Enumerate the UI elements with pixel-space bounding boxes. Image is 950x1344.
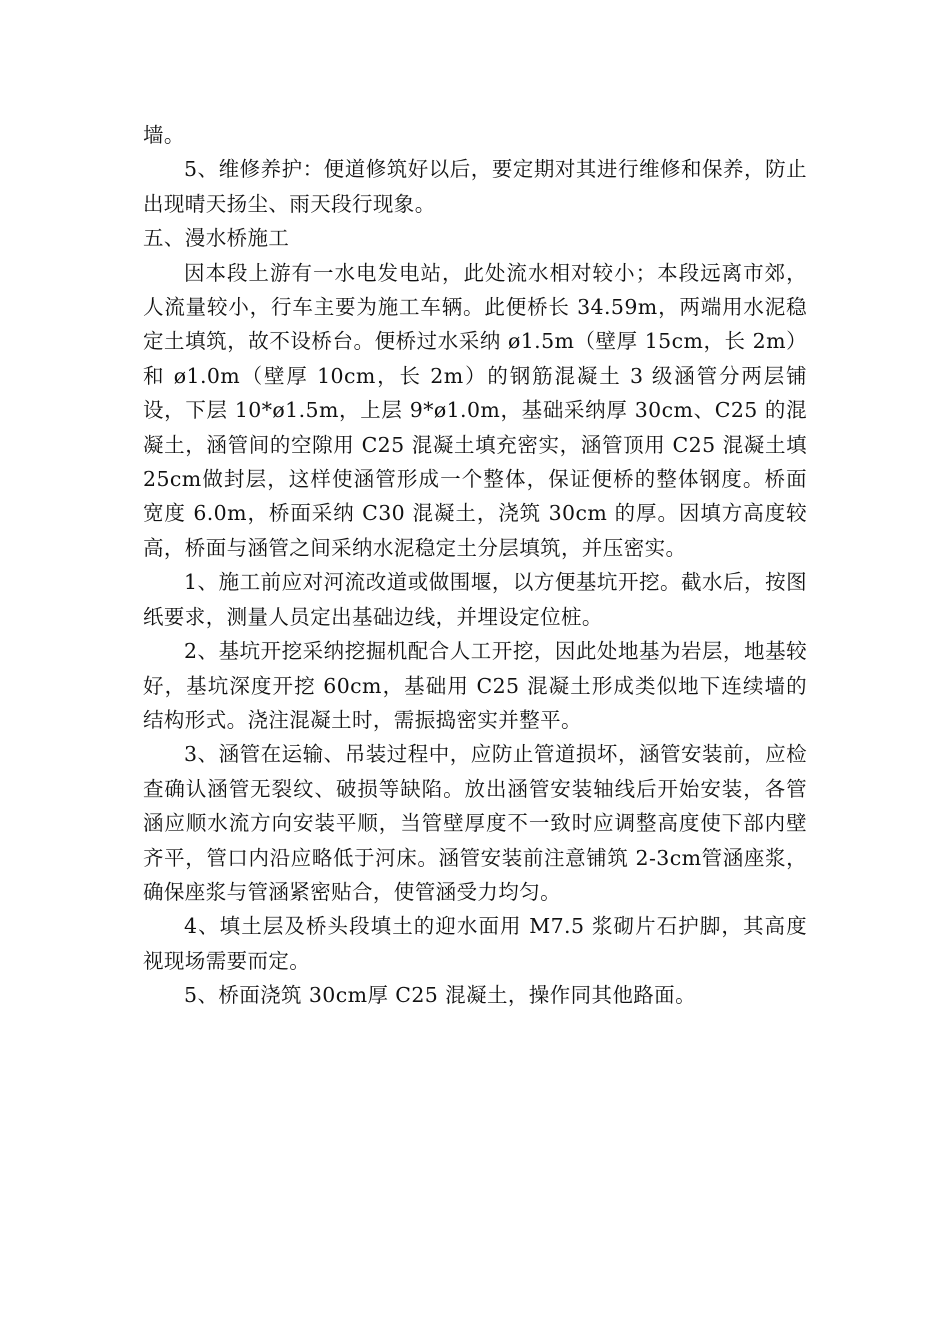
paragraph-step-1: 1、施工前应对河流改道或做围堰，以方便基坑开挖。截水后，按图纸要求，测量人员定出基础边线，并埋设定位桩。 xyxy=(143,570,807,629)
paragraph-continuation: 墙。 xyxy=(143,123,185,147)
document-body xyxy=(143,118,807,1013)
paragraph-step-2: 2、基坑开挖采纳挖掘机配合人工开挖，因此处地基为岩层，地基较好，基坑深度开挖 60cm，基础用 C25 混凝土形成类似地下连续墙的结构形式。浇注混凝土时，需振捣密实并整平。 xyxy=(143,639,807,732)
paragraph-step-4: 4、填土层及桥头段填土的迎水面用 M7.5 浆砌片石护脚，其高度视现场需要而定。 xyxy=(143,914,807,973)
paragraph-step-5: 5、桥面浇筑 30cm厚 C25 混凝土，操作同其他路面。 xyxy=(184,983,696,1008)
paragraph-maintenance: 5、维修养护：便道修筑好以后，要定期对其进行维修和保养，防止出现晴天扬尘、雨天段行现象。 xyxy=(143,157,807,216)
section-heading: 五、漫水桥施工 xyxy=(143,226,290,251)
paragraph-step-3: 3、涵管在运输、吊装过程中，应防止管道损坏，涵管安装前，应检查确认涵管无裂纹、破损等缺陷。放出涵管安装轴线后开始安装，各管涵应顺水流方向安装平顺，当管壁厚度不一致时应调整高度使下部内壁齐平，管口内沿应略低于河床。涵管安装前注意铺筑 2-3cm管涵座浆，确保座浆与管涵紧密贴合，使管涵受力均匀。 xyxy=(143,742,807,904)
paragraph-bridge-overview: 因本段上游有一水电发电站，此处流水相对较小；本段远离市郊，人流量较小，行车主要为施工车辆。此便桥长 34.59m，两端用水泥稳定土填筑，故不设桥台。便桥过水采纳 ø1.5m（壁厚 15cm，长 2m）和 ø1.0m（壁厚 10cm，长 2m）的钢筋混凝土 3 级涵管分两层铺设，下层 10*ø1.5m，上层 9*ø1.0m，基础采纳厚 30cm、C25 的混凝土，涵管间的空隙用 C25 混凝土填充密实，涵管顶用 C25 混凝土填 25cm做封层，这样使涵管形成一个整体，保证便桥的整体钢度。桥面宽度 6.0m，桥面采纳 C30 混凝土，浇筑 30cm 的厚。因填方高度较高，桥面与涵管之间采纳水泥稳定土分层填筑，并压密实。 xyxy=(143,260,807,560)
